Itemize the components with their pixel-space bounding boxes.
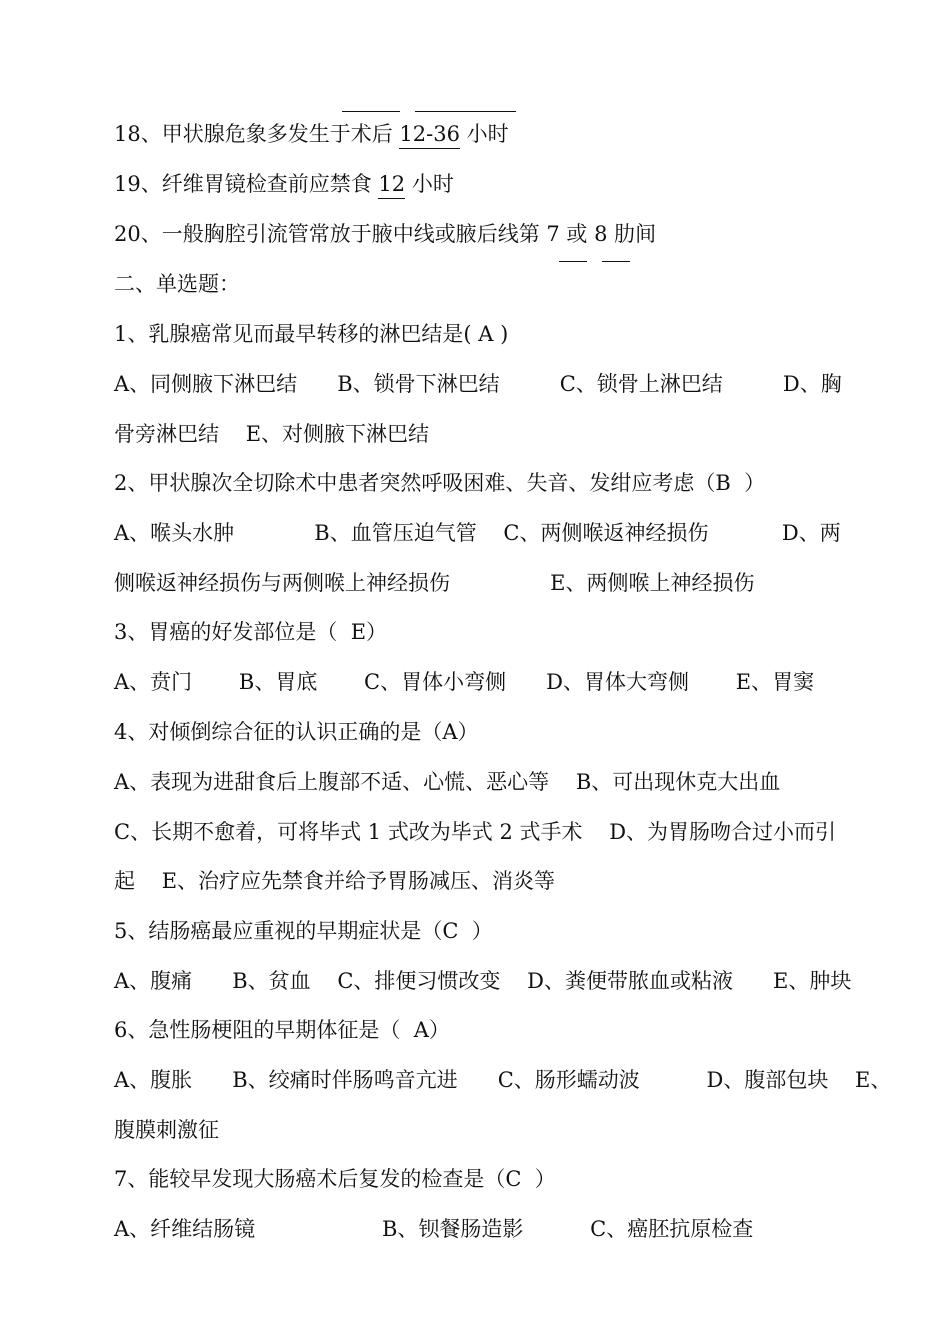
question-5: 5、结肠癌最应重视的早期症状是（C ） <box>114 919 493 943</box>
options-line: C、长期不愈着，可将毕式 1 式改为毕式 2 式手术 D、为胃肠吻合过小而引 <box>114 820 837 844</box>
question-19-prefix: 19、纤维胃镜检查前应禁食 <box>114 172 379 196</box>
options-line: A、腹痛 B、贫血 C、排便习惯改变 D、粪便带脓血或粘液 E、肿块 <box>114 969 852 993</box>
options-line: A、喉头水肿 B、血管压迫气管 C、两侧喉返神经损伤 D、两 <box>114 521 841 545</box>
options-line: 腹膜刺激征 <box>114 1118 219 1142</box>
options-line: 骨旁淋巴结 E、对侧腋下淋巴结 <box>114 422 430 446</box>
options-line: 起 E、治疗应先禁食并给予胃肠减压、消炎等 <box>114 869 556 893</box>
options-line: A、纤维结肠镜 B、钡餐肠造影 C、癌胚抗原检查 <box>114 1217 754 1241</box>
question-7: 7、能较早发现大肠癌术后复发的检查是（C ） <box>114 1167 556 1191</box>
blank-rule <box>415 111 516 112</box>
question-19-suffix: 小时 <box>405 172 454 196</box>
blank-rule <box>342 111 400 112</box>
question-18-answer: 12-36 <box>399 122 460 146</box>
options-line: 侧喉返神经损伤与两侧喉上神经损伤 E、两侧喉上神经损伤 <box>114 571 755 595</box>
question-18-prefix: 18、甲状腺危象多发生于术后 <box>114 122 400 146</box>
section-title: 二、单选题： <box>114 272 240 296</box>
question-18 <box>114 120 509 148</box>
question-20: 20、一般胸腔引流管常放于腋中线或腋后线第 7 或 8 肋间 <box>114 222 657 246</box>
question-19-answer: 12 <box>378 172 406 196</box>
question-19 <box>114 170 454 198</box>
question-6: 6、急性肠梗阻的早期体征是（ A） <box>114 1018 450 1042</box>
options-line: A、腹胀 B、绞痛时伴肠鸣音亢进 C、肠形蠕动波 D、腹部包块 E、 <box>114 1068 892 1092</box>
options-line: A、表现为进甜食后上腹部不适、心慌、恶心等 B、可出现休克大出血 <box>114 770 781 794</box>
question-1: 1、乳腺癌常见而最早转移的淋巴结是( A ) <box>114 322 509 346</box>
blank-rule <box>559 261 587 262</box>
question-2: 2、甲状腺次全切除术中患者突然呼吸困难、失音、发绀应考虑（B ） <box>114 471 766 495</box>
blank-rule <box>602 261 630 262</box>
question-3: 3、胃癌的好发部位是（ E） <box>114 620 388 644</box>
question-4: 4、对倾倒综合征的认识正确的是（A） <box>114 720 479 744</box>
question-18-suffix: 小时 <box>459 122 509 146</box>
options-line: A、同侧腋下淋巴结 B、锁骨下淋巴结 C、锁骨上淋巴结 D、胸 <box>114 372 842 396</box>
options-line: A、贲门 B、胃底 C、胃体小弯侧 D、胃体大弯侧 E、胃窦 <box>114 670 815 694</box>
